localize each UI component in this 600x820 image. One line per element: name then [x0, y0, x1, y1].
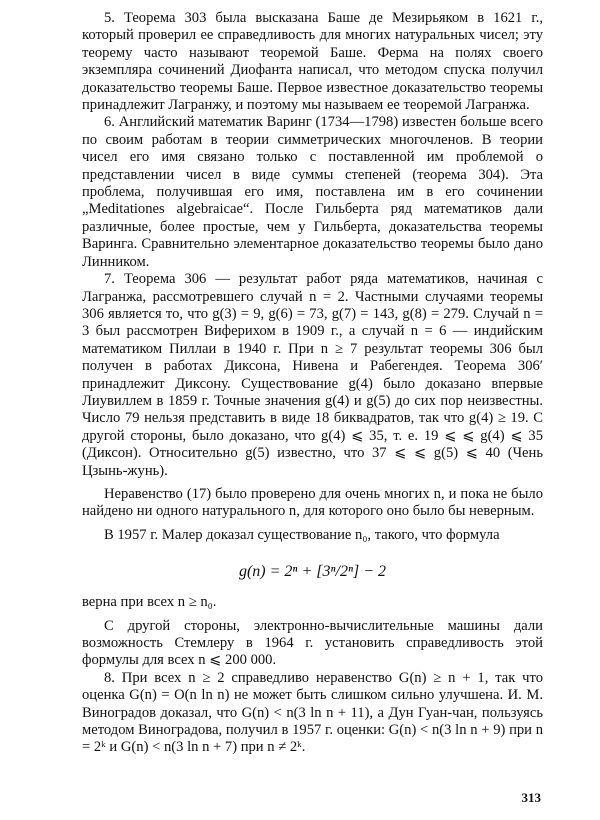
paragraph-stemmler: С другой стороны, электронно-вычислительные машины дали возможность Стемлеру в 1964 г. установить справедливость этой формулы для всех n ⩽ 200 000. [82, 617, 543, 669]
display-formula: g(n) = 2ⁿ + [3ⁿ/2ⁿ] − 2 [238, 563, 387, 581]
paragraph-note-8: 8. При всех n ≥ 2 справедливо неравенство G(n) ≥ n + 1, так что оценка G(n) = O(n ln n) не может быть слишком сильно улучшена. И. М. Виноградов доказал, что G(n) < n(3 ln n + 11), а Дун Гуан-чан, пользуясь методом Виноградова, получил в 1957 г. оценки: G(n) < n(3 ln n + 9) при n = 2ᵏ и G(n) < n(3 ln n + 7) при n ≠ 2ᵏ. [82, 669, 543, 756]
paragraph-note-5: 5. Теорема 303 была высказана Баше де Мезирьяком в 1621 г., который проверил ее справедливость для многих натуральных чисел; эту теорему часто называют теоремой Баше. Ферма на полях своего экземпляра сочинений Диофанта написал, что методом спуска получил доказательство теоремы Баше. Первое известное доказательство теоремы принадлежит Лагранжу, и поэтому мы называем ее теоремой Лагранжа. [82, 10, 543, 114]
paragraph-inequality-17: Неравенство (17) было проверено для очень многих n, и пока не было найдено ни одного натурального n, для которого оно было бы неверным. [82, 485, 543, 520]
paragraph-mahler: В 1957 г. Малер доказал существование n₀, такого, что формула [104, 526, 500, 543]
paragraph-after-formula: верна при всех n ≥ n₀. [82, 594, 217, 611]
page-number: 313 [521, 790, 541, 805]
paragraph-note-6: 6. Английский математик Варинг (1734—1798) известен больше всего по своим работам в теории симметрических многочленов. В теории чисел его имя связано только с поставленной им проблемой о представлении чисел в виде суммы степеней (теорема 304). Эта проблема, получившая его имя, поставлена им в его сочинении „Meditationes algebraicae“. После Гильберта ряд математиков дали различные, более простые, чем у Гильберта, доказательства теоремы Варинга. Сравнительно элементарное доказательство теоремы было дано Линником. [82, 114, 543, 270]
page-body [82, 10, 543, 757]
paragraph-note-7: 7. Теорема 306 — результат работ ряда математиков, начиная с Лагранжа, рассмотревшего случай n = 2. Частными случаями теоремы 306 является то, что g(3) = 9, g(6) = 73, g(7) = 143, g(8) = 279. Случай n = 3 был рассмотрен Виферихом в 1909 г., а случай n = 6 — индийским математиком Пиллаи в 1940 г. При n ≥ 7 результат теоремы 306 был получен в работах Диксона, Нивена и Рабегендея. Теорема 306′ принадлежит Диксону. Существование g(4) было доказано впервые Лиувиллем в 1859 г. Точные значения g(4) и g(5) до сих пор неизвестны. Число 79 нельзя представить в виде 18 биквадратов, так что g(4) ≥ 19. С другой стороны, было доказано, что g(4) ⩽ 35, т. е. 19 ⩽ ⩽ g(4) ⩽ 35 (Диксон). Относительно g(5) известно, что 37 ⩽ ⩽ g(5) ⩽ 40 (Чень Цзынь-жунь). [82, 271, 543, 479]
